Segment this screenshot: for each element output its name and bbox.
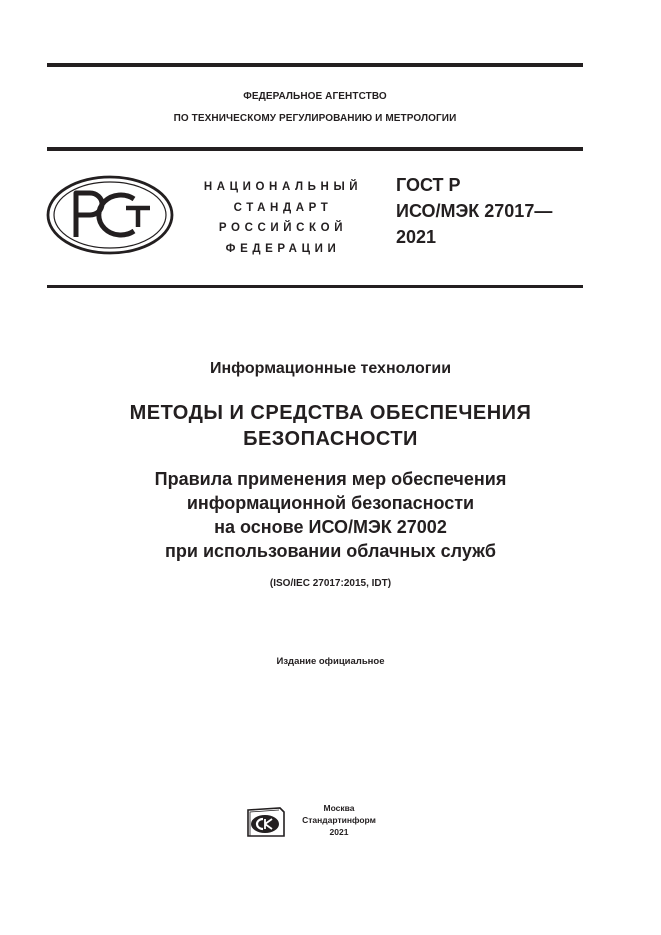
national-standard-line: НАЦИОНАЛЬНЫЙ (203, 181, 363, 193)
top-rule (47, 63, 583, 67)
document-description (0, 467, 661, 563)
header-bottom-rule (47, 147, 583, 151)
main-title-line: МЕТОДЫ И СРЕДСТВА ОБЕСПЕЧЕНИЯ (129, 402, 532, 424)
publisher-city: Москва (323, 803, 355, 813)
designation-line: 2021 (396, 227, 437, 247)
national-standard-line: РОССИЙСКОЙ (218, 222, 348, 234)
designation-bottom-rule (47, 285, 583, 288)
standartinform-logo-icon (246, 806, 286, 838)
description-line: информационной безопасности (186, 493, 475, 513)
national-standard-label (193, 177, 373, 259)
description-line: на основе ИСО/МЭК 27002 (214, 517, 447, 537)
national-standard-line: ФЕДЕРАЦИИ (225, 242, 341, 255)
document-subject: Информационные технологии (209, 360, 452, 377)
standard-designation (396, 172, 552, 250)
description-line: Правила применения мер обеспечения (154, 469, 507, 489)
agency-name-line2: ПО ТЕХНИЧЕСКОМУ РЕГУЛИРОВАНИЮ И МЕТРОЛОГИИ (173, 113, 457, 124)
iso-reference: (ISO/IEC 27017:2015, IDT) (269, 578, 392, 589)
designation-line: ГОСТ Р (396, 175, 461, 195)
document-main-title (0, 400, 661, 452)
edition-label: Издание официальное (276, 656, 385, 667)
publisher-year: 2021 (329, 827, 349, 837)
rst-certification-mark-icon (46, 175, 174, 255)
main-title-line: БЕЗОПАСНОСТИ (243, 428, 418, 450)
agency-name-line1: ФЕДЕРАЛЬНОЕ АГЕНТСТВО (243, 91, 387, 102)
description-line: при использовании облачных служб (165, 541, 496, 561)
designation-line: ИСО/МЭК 27017— (396, 201, 553, 221)
publisher-name: Стандартинформ (302, 815, 376, 825)
national-standard-line: СТАНДАРТ (233, 201, 333, 214)
publisher-info (300, 802, 378, 838)
